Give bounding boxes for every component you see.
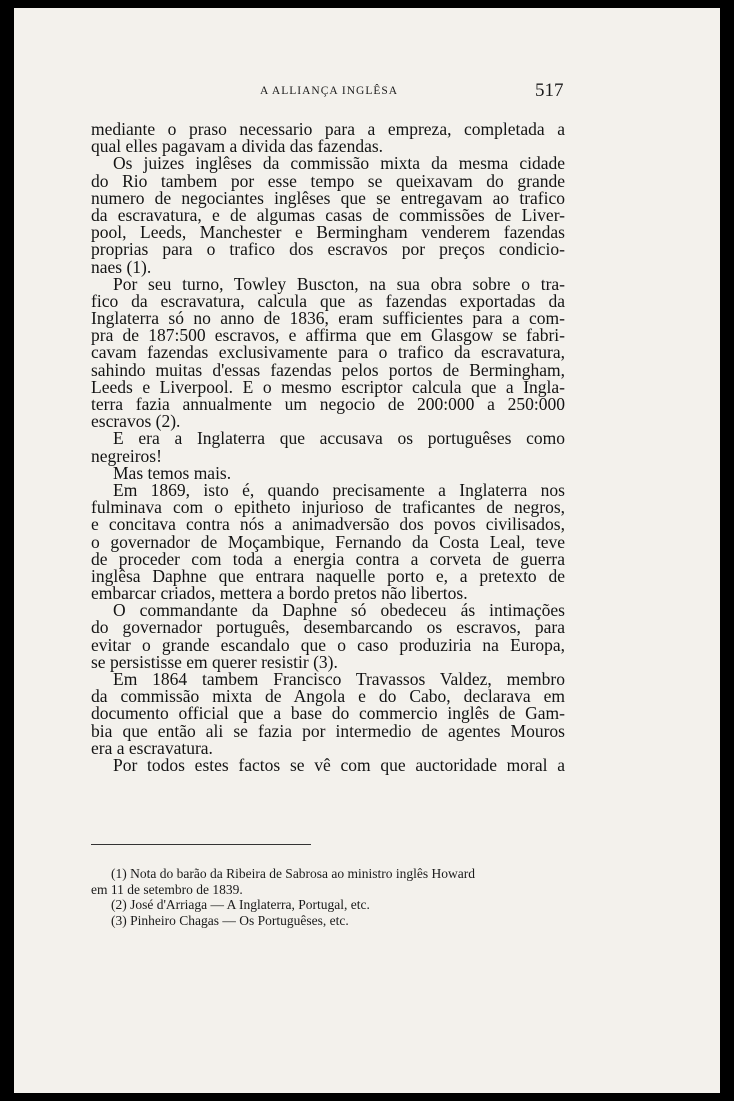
text-line: fico da escravatura, calcula que as fazendas exportadas da xyxy=(91,290,565,311)
text-line: era a escravatura. xyxy=(91,737,213,758)
text-line: da commissão mixta de Angola e do Cabo, declarava em xyxy=(91,686,565,707)
text-line: de proceder com toda a energia contra a corveta de guerra xyxy=(91,548,565,569)
text-line: Em 1864 tambem Francisco Travassos Valdez, membro xyxy=(113,669,565,689)
text-line: e concitava contra nós a animadversão dos povos civilisados, xyxy=(91,514,565,535)
running-title: A ALLIANÇA INGLÊSA xyxy=(260,85,399,97)
text-line: evitar o grande escandalo que o caso produziria na Europa, xyxy=(91,634,565,655)
text-line: Em 1869, isto é, quando precisamente a Inglaterra nos xyxy=(113,479,565,500)
footnote-1: (1) Nota do barão da Ribeira de Sabrosa ao ministro inglês Howard xyxy=(111,866,476,881)
footnote-1-continued: em 11 de setembro de 1839. xyxy=(91,881,243,897)
text-line: fulminava com o epitheto injurioso de traficantes de negros, xyxy=(91,497,565,518)
text-line: mediante o praso necessario para a empreza, completada a xyxy=(91,119,565,139)
footnotes xyxy=(91,866,565,928)
text-line: naes (1). xyxy=(91,256,152,277)
text-line: se persistisse em querer resistir (3). xyxy=(91,651,338,672)
text-line: Por seu turno, Towley Buscton, na sua obra sobre o tra- xyxy=(113,273,565,294)
text-line: terra fazia annualmente um negocio de 200:000 a 250:000 xyxy=(91,394,565,414)
book-page xyxy=(14,8,720,1093)
text-line: cavam fazendas exclusivamente para o trafico da escravatura, xyxy=(91,342,565,363)
text-line: O commandante da Daphne só obedeceu ás intimações xyxy=(113,600,565,621)
text-line: escravos (2). xyxy=(91,411,181,432)
text-line: inglêsa Daphne que entrara naquelle porto e, a pretexto de xyxy=(91,565,565,586)
text-line: documento official que a base do commercio inglês de Gam- xyxy=(91,703,565,724)
text-line: o governador de Moçambique, Fernando da Costa Leal, teve xyxy=(91,531,565,552)
text-line: do governador português, desembarcando os escravos, para xyxy=(91,617,565,638)
text-line: do Rio tambem por esse tempo se queixavam do grande xyxy=(91,170,565,191)
page-number: 517 xyxy=(535,80,564,101)
text-line: Os juizes inglêses da commissão mixta da mesma cidade xyxy=(113,153,565,174)
text-line: qual elles pagavam a divida das fazendas. xyxy=(91,136,384,157)
text-line: embarcar criados, mettera a bordo pretos não libertos. xyxy=(91,583,468,604)
running-head xyxy=(14,80,720,103)
text-line: Por todos estes factos se vê com que auctoridade moral a xyxy=(113,754,565,775)
text-line: da escravatura, e de algumas casas de commissões de Liver- xyxy=(91,204,565,225)
text-line: pra de 187:500 escravos, e affirma que em Glasgow se fabri- xyxy=(91,325,565,346)
body-text xyxy=(91,121,565,774)
text-line: Inglaterra só no anno de 1836, eram sufficientes para a com- xyxy=(91,308,565,329)
text-line: Leeds e Liverpool. E o mesmo escriptor calcula que a Ingla- xyxy=(91,376,565,397)
footnote-2: (2) José d'Arriaga — A Inglaterra, Portugal, etc. xyxy=(111,897,370,912)
text-line: Mas temos mais. xyxy=(113,462,232,483)
footnote-rule xyxy=(91,844,311,845)
text-line: numero de negociantes inglêses que se entregavam ao trafico xyxy=(91,187,565,208)
text-line: pool, Leeds, Manchester e Bermingham venderem fazendas xyxy=(91,222,565,243)
text-line: bia que então ali se fazia por intermedio de agentes Mouros xyxy=(91,720,565,741)
text-line: E era a Inglaterra que accusava os portuguêses como xyxy=(113,428,565,449)
text-line: proprias para o trafico dos escravos por preços condicio- xyxy=(91,239,565,260)
footnote-3: (3) Pinheiro Chagas — Os Portuguêses, etc. xyxy=(111,912,349,928)
text-line: negreiros! xyxy=(91,445,162,466)
text-line: sahindo muitas d'essas fazendas pelos portos de Bermingham, xyxy=(91,359,565,380)
